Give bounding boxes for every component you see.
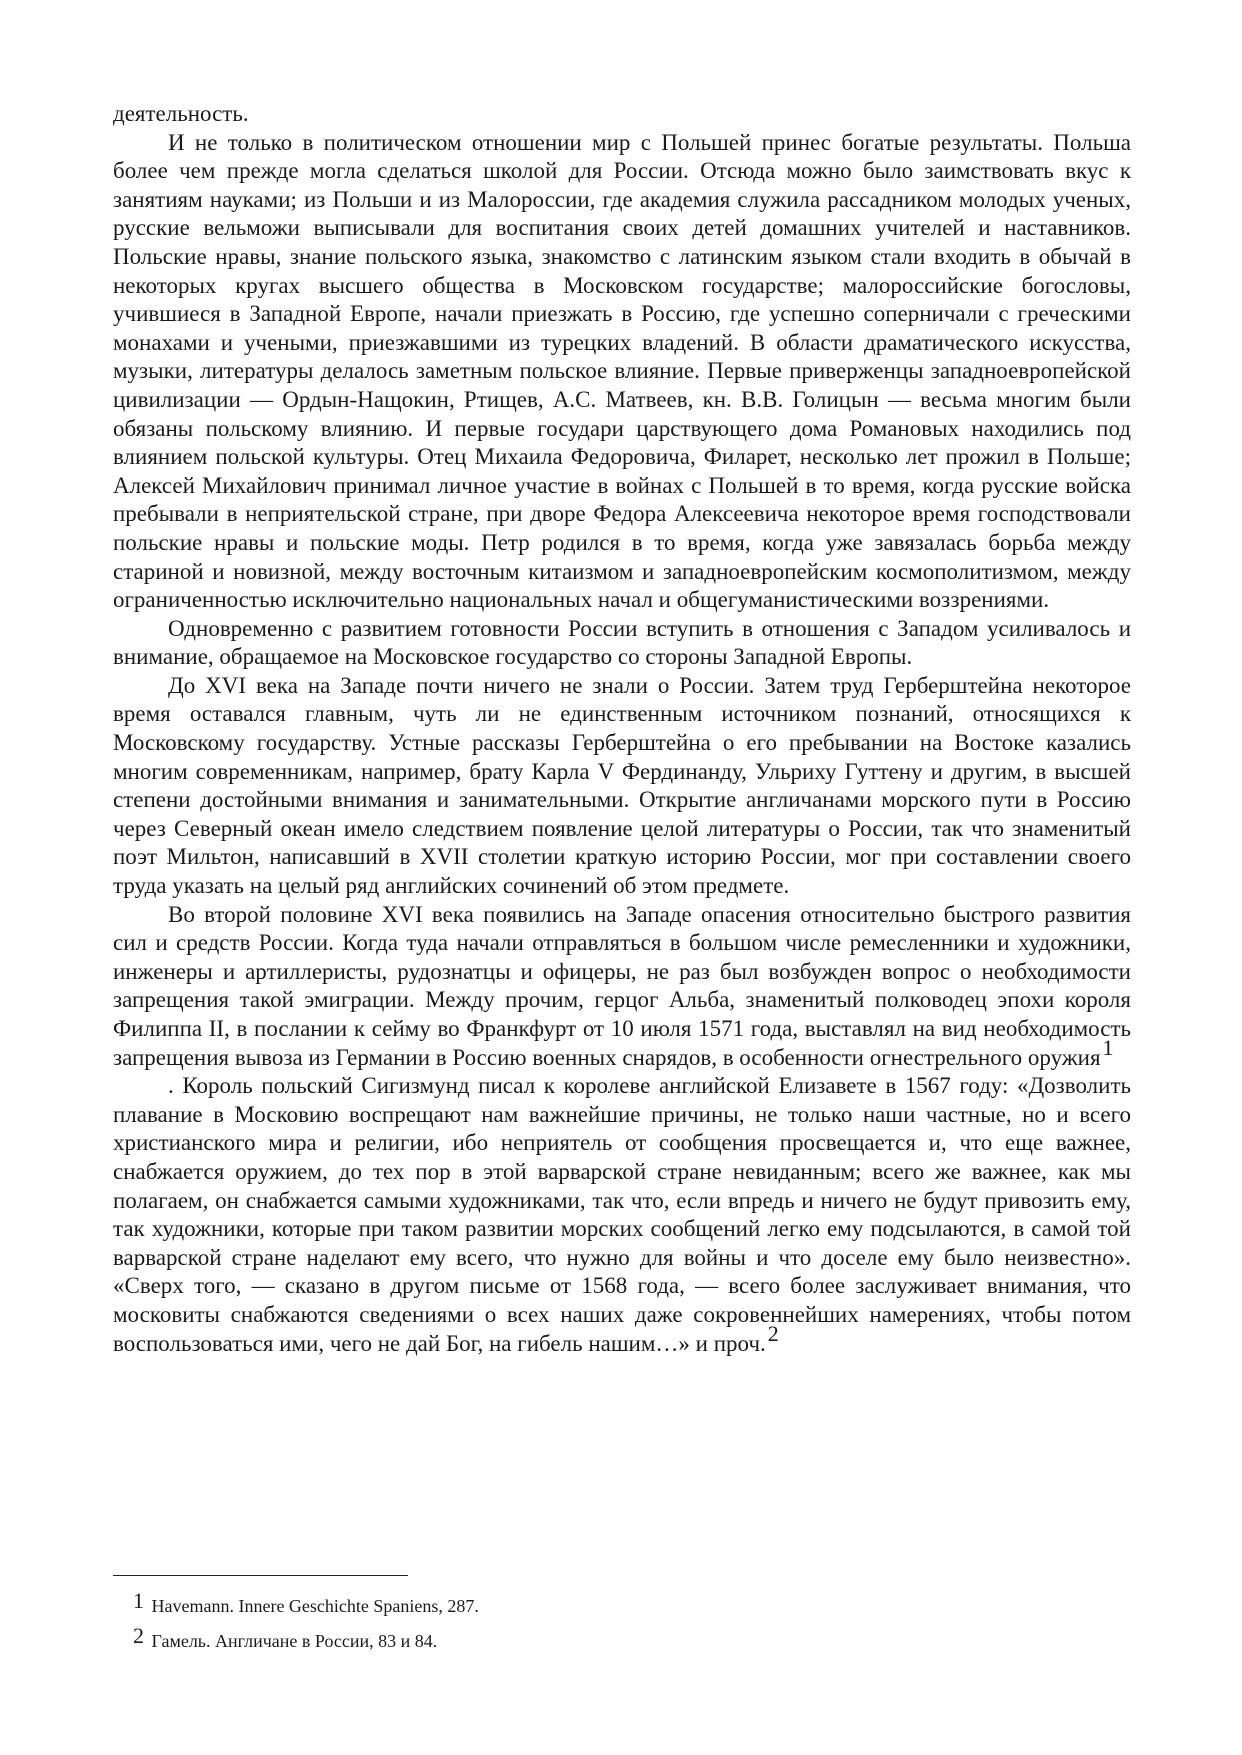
paragraph-sigismund-text: . Король польский Сигизмунд писал к королеве английской Елизавете в 1567 году: «Дозволить плавание в Московию воспрещают нам важнейшие причины, не только наши частные, но и всего христианского мира и религии, ибо неприятель от сообщения просвещается и, что еще важнее, снабжается оружием, до тех пор в этой варварской стране невиданным; всего же важнее, как мы полагаем, он снабжается самыми художниками, так что, если впредь и ничего не будут привозить ему, так художники, которые при таком развитии морских сообщений легко ему подсылаются, в самой той варварской стране наделают ему всего, что нужно для войны и что доселе ему было неизвестно». «Сверх того, — сказано в другом письме от 1568 года, — всего более заслуживает внимания, что московиты снабжаются сведениями о всех наших даже сокровеннейших намерениях, чтобы потом воспользоваться ими, чего не дай Бог, на гибель нашим…» и проч. [113, 1073, 1131, 1356]
footnote-1 [133, 1588, 1033, 1623]
footnote-1-text: Havemann. Innere Geschichte Spaniens, 287. [151, 1596, 479, 1616]
paragraph-sigismund [113, 1072, 1131, 1358]
footnote-1-number: 1 [133, 1588, 144, 1613]
footnotes [133, 1588, 1033, 1658]
paragraph-western-attention: Одновременно с развитием готовности России вступить в отношения с Западом усиливалось и внимание, обращаемое на Московское государство со стороны Западной Европы. [113, 615, 1131, 670]
paragraph-poland-influence: И не только в политическом отношении мир с Польшей принес богатые результаты. Польша более чем прежде могла сделаться школой для России. Отсюда можно было заимствовать вкус к занятиям науками; из Польши и из Малороссии, где академия служила рассадником молодых ученых, русские вельможи выписывали для воспитания своих детей домашних учителей и наставников. Польские нравы, знание польского языка, знакомство с латинским языком стали входить в обычай в некоторых кругах высшего общества в Московском государстве; малороссийские богословы, учившиеся в Западной Европе, начали приезжать в Россию, где успешно соперничали с греческими монахами и учеными, приезжавшими из турецких владений. В области драматического искусства, музыки, литературы делалось заметным польское влияние. Первые приверженцы западноевропейской цивилизации — Ордын-Нащокин, Ртищев, А.С. Матвеев, кн. В.В. Голицын — весьма многим были обязаны польскому влиянию. И первые государи царствующего дома Романовых находились под влиянием польской культуры. Отец Михаила Федоровича, Филарет, несколько лет прожил в Польше; Алексей Михайлович принимал личное участие в войнах с Польшей в то время, когда русские войска пребывали в неприятельской стране, при дворе Федора Алексеевича некоторое время господствовали польские нравы и польские моды. Петр родился в то время, когда уже завязалась борьба между стариной и новизной, между восточным китаизмом и западноевропейским космополитизмом, между ограниченностью исключительно национальных начал и общегуманистическими воззрениями. [113, 129, 1131, 613]
footnote-ref-2[interactable]: 2 [767, 1320, 779, 1346]
footnote-ref-1[interactable]: 1 [1102, 1034, 1114, 1060]
paragraph-alba [113, 901, 1131, 1073]
document-body [113, 100, 1131, 1358]
paragraph-herberstein: До XVI века на Западе почти ничего не знали о России. Затем труд Герберштейна некоторое время оставался главным, чуть ли не единственным источником познаний, относящихся к Московскому государству. Устные рассказы Герберштейна о его пребывании на Востоке казались многим современникам, например, брату Карла V Фердинанду, Ульриху Гуттену и другим, в высшей степени достойными внимания и занимательными. Открытие англичанами морского пути в Россию через Северный океан имело следствием появление целой литературы о России, так что знаменитый поэт Мильтон, написавший в XVII столетии краткую историю России, мог при составлении своего труда указать на целый ряд английских сочинений об этом предмете. [113, 672, 1131, 899]
paragraph-alba-text: Во второй половине XVI века появились на Западе опасения относительно быстрого развития сил и средств России. Когда туда начали отправляться в большом числе ремесленники и художники, инженеры и артиллеристы, рудознатцы и офицеры, не раз был возбужден вопрос о необходимости запрещения такой эмиграции. Между прочим, герцог Альба, знаменитый полководец эпохи короля Филиппа II, в послании к сейму во Франкфурт от 10 июля 1571 года, выставлял на вид необходимость запрещения вывоза из Германии в Россию военных снарядов, в особенности огнестрельного оружия [113, 901, 1131, 1070]
footnote-2-number: 2 [133, 1623, 144, 1648]
footnote-2-text: Гамель. Англичане в России, 83 и 84. [151, 1631, 438, 1651]
footnote-2 [133, 1623, 1033, 1658]
footnote-divider [113, 1575, 408, 1576]
paragraph-continuation: деятельность. [113, 101, 249, 126]
